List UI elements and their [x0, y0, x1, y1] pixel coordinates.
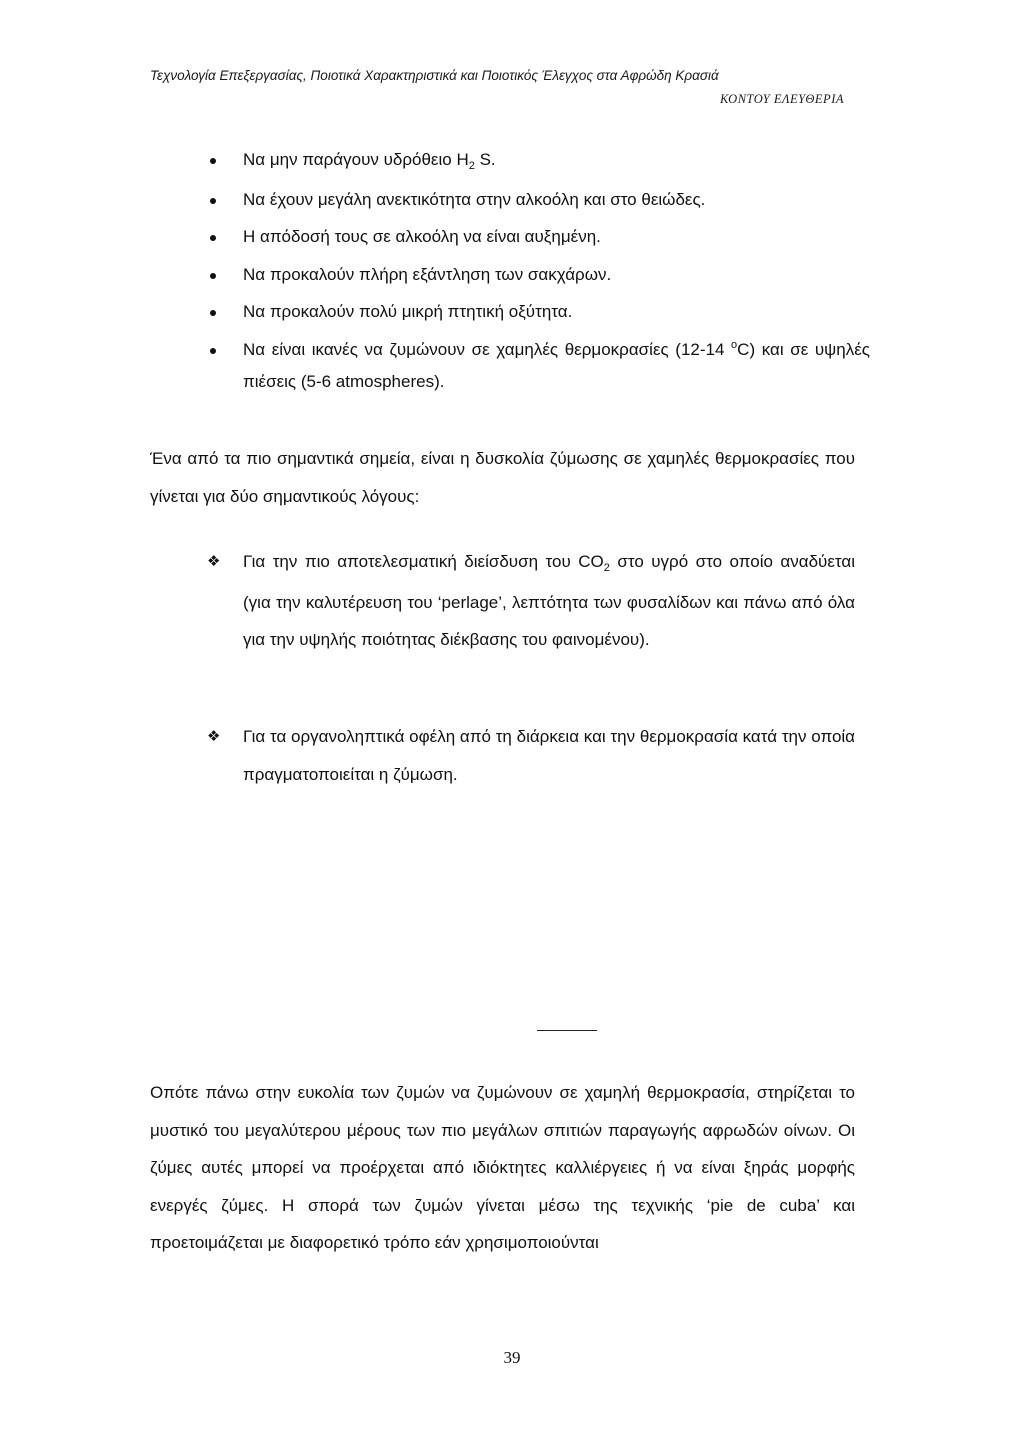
- list-item: ❖ Για τα οργανοληπτικά οφέλη από τη διάρκεια και την θερμοκρασία κατά την οποία πραγματοποιείται η ζύμωση.: [210, 718, 855, 793]
- bullet-icon: [210, 310, 216, 316]
- list-item: Να έχουν μεγάλη ανεκτικότητα στην αλκοόλη και στο θειώδες.: [210, 185, 870, 215]
- list-item: Η απόδοσή τους σε αλκοόλη να είναι αυξημένη.: [210, 222, 870, 252]
- bullet-icon: [210, 158, 216, 164]
- intro-paragraph: Ένα από τα πιο σημαντικά σημεία, είναι η δυσκολία ζύμωσης σε χαμηλές θερμοκρασίες που γίνεται για δύο σημαντικούς λόγους:: [150, 449, 855, 506]
- bullet-icon: [210, 235, 216, 241]
- diamond-cluster-icon: ❖: [207, 553, 221, 570]
- yeast-requirements-list: [210, 145, 870, 404]
- reasons-list: [207, 543, 856, 659]
- list-item: Να μην παράγουν υδρόθειο $H_2$ S.: [210, 145, 870, 177]
- list-item: Να προκαλούν πλήρη εξάντληση των σακχάρων.: [210, 260, 870, 290]
- bullet-icon: [210, 273, 216, 279]
- page-number: 39: [503, 1348, 521, 1367]
- diamond-cluster-icon: ❖: [207, 728, 221, 745]
- divider: [537, 1030, 597, 1031]
- list-item: Να είναι ικανές να ζυμώνουν σε χαμηλές θερμοκρασίες (12-14 $^o$C) και σε υψηλές πιέσεις (5-6 atmospheres).: [210, 335, 870, 397]
- running-header-author: ΚΟΝΤΟΥ ΕΛΕΥΘΕΡΙΑ: [720, 92, 844, 106]
- closing-paragraph: Οπότε πάνω στην ευκολία των ζυμών να ζυμώνουν σε χαμηλή θερμοκρασία, στηρίζεται το μυστικό του μεγαλύτερου μέρους των πιο μεγάλων σπιτιών παραγωγής αφρωδών οίνων. Οι ζύμες αυτές μπορεί να προέρχεται από ιδιόκτητες καλλιέργειες ή να είναι ξηράς μορφής ενεργές ζύμες. Η σπορά των ζυμών γίνεται μέσω της τεχνικής ‘pie de cuba’ και προετοιμάζεται με διαφορετικό τρόπο εάν χρησιμοποιούνται: [150, 1083, 855, 1252]
- list-item: ❖ Για την πιο αποτελεσματική διείσδυση του $CO_2$ στο υγρό στο οποίο αναδύεται (για την καλυτέρευση του ‘perlage’, λεπτότητα των φυσαλίδων και πάνω από όλα για την υψηλής ποιότητας διέκβασης του φαινομένου).: [210, 543, 855, 659]
- bullet-icon: [210, 198, 216, 204]
- reasons-list: [207, 718, 855, 793]
- list-item: Να προκαλούν πολύ μικρή πτητική οξύτητα.: [210, 297, 870, 327]
- bullet-icon: [210, 348, 216, 354]
- running-header-title: Τεχνολογία Επεξεργασίας, Ποιοτικά Χαρακτηριστικά και Ποιοτικός Έλεγχος στα Αφρώδη Κρασιά: [150, 68, 719, 83]
